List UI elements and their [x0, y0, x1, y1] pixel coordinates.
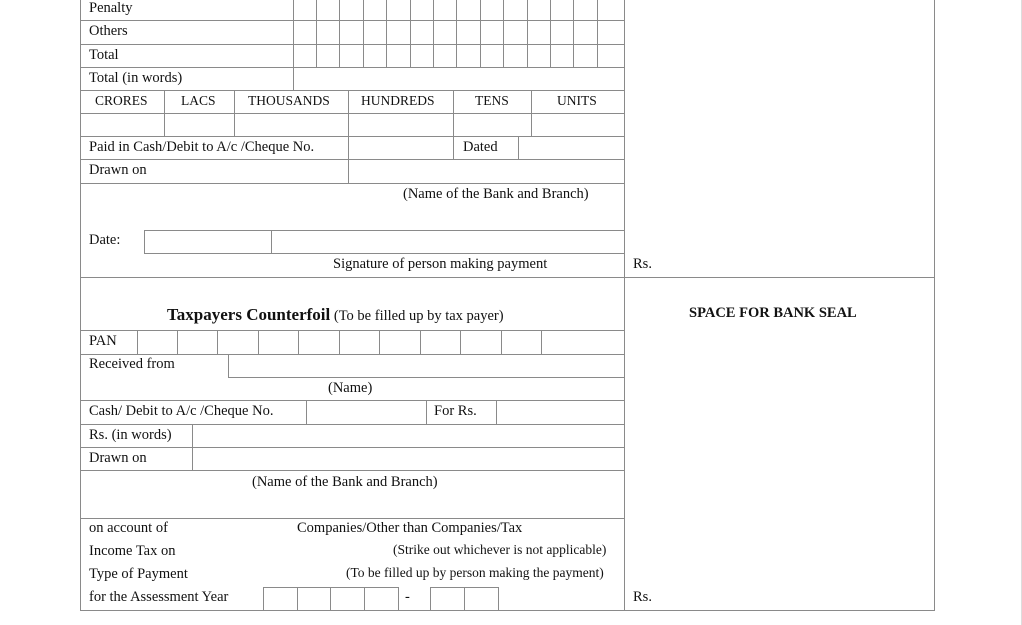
year-box-divider: [498, 587, 499, 610]
digit-box-divider: [527, 0, 528, 67]
bank-seal-label: SPACE FOR BANK SEAL: [689, 305, 857, 321]
unit-crores: CRORES: [95, 93, 148, 108]
frame-divider: [624, 0, 625, 611]
cash-debit-label: Cash/ Debit to A/c /Cheque No.: [89, 403, 274, 419]
digit-box-divider: [363, 0, 364, 67]
assessment-year-label: for the Assessment Year: [89, 589, 229, 605]
date-label: Date:: [89, 232, 121, 248]
year-box-divider: [330, 587, 331, 610]
received-from-label: Received from: [89, 356, 175, 372]
section-separator: [80, 277, 935, 278]
name-caption: (Name): [328, 380, 373, 396]
income-tax-label: Income Tax on: [89, 543, 176, 559]
penalty-label: Penalty: [89, 0, 133, 16]
frame-left: [80, 0, 81, 611]
year-box-divider: [297, 587, 298, 610]
year-dash: -: [405, 589, 410, 605]
digit-box-divider: [480, 0, 481, 67]
digit-box-divider: [573, 0, 574, 67]
counterfoil-subtitle: (To be filled up by tax payer): [333, 308, 504, 324]
drawn-on-label: Drawn on: [89, 162, 147, 178]
pan-label: PAN: [89, 333, 117, 349]
year-box-divider: [398, 587, 399, 610]
pan-box-divider: [137, 330, 138, 354]
rs-label-bottom: Rs.: [633, 589, 652, 605]
strike-out-note: (Strike out whichever is not applicable): [393, 542, 607, 557]
bank-branch-caption: (Name of the Bank and Branch): [403, 186, 589, 202]
total-in-words-label: Total (in words): [89, 70, 183, 86]
for-rs-label: For Rs.: [434, 403, 477, 419]
frame-bottom: [80, 610, 935, 611]
digit-box-divider: [339, 0, 340, 67]
paid-in-cash-label: Paid in Cash/Debit to A/c /Cheque No.: [89, 139, 315, 155]
digit-box-divider: [550, 0, 551, 67]
digit-box-divider: [386, 0, 387, 67]
on-account-label: on account of: [89, 520, 168, 536]
dated-label: Dated: [463, 139, 498, 155]
pan-box-divider: [177, 330, 178, 354]
filled-by-note: (To be filled up by person making the payment): [346, 565, 604, 580]
pan-box-divider: [298, 330, 299, 354]
year-box-divider: [364, 587, 365, 610]
pan-box-divider: [379, 330, 380, 354]
unit-thousands: THOUSANDS: [248, 93, 330, 108]
pan-box-divider: [420, 330, 421, 354]
total-label: Total: [89, 47, 119, 63]
drawn-on-counterfoil-label: Drawn on: [89, 450, 147, 466]
others-label: Others: [89, 23, 128, 39]
pan-box-divider: [258, 330, 259, 354]
digit-box-divider: [316, 0, 317, 67]
pan-box-divider: [501, 330, 502, 354]
digit-box-divider: [503, 0, 504, 67]
digit-box-divider: [597, 0, 598, 67]
unit-tens: TENS: [475, 93, 509, 108]
unit-hundreds: HUNDREDS: [361, 93, 435, 108]
counterfoil-heading: [167, 307, 504, 324]
pan-box-divider: [217, 330, 218, 354]
digit-box-divider: [433, 0, 434, 67]
rs-label-top: Rs.: [633, 256, 652, 272]
digit-box-divider: [456, 0, 457, 67]
signature-caption: Signature of person making payment: [333, 256, 548, 272]
year-box-divider: [430, 587, 431, 610]
companies-option: Companies/Other than Companies/Tax: [297, 520, 523, 536]
pan-box-divider: [541, 330, 542, 354]
unit-lacs: LACS: [181, 93, 216, 108]
year-box-divider: [263, 587, 264, 610]
rs-in-words-label: Rs. (in words): [89, 427, 172, 443]
year-box-divider: [464, 587, 465, 610]
pan-box-divider: [460, 330, 461, 354]
unit-units: UNITS: [557, 93, 597, 108]
counterfoil-title: Taxpayers Counterfoil: [167, 305, 331, 324]
frame-right: [934, 0, 935, 611]
pan-box-divider: [339, 330, 340, 354]
digit-box-divider: [410, 0, 411, 67]
type-of-payment-label: Type of Payment: [89, 566, 188, 582]
bank-branch-counterfoil-caption: (Name of the Bank and Branch): [252, 474, 438, 490]
